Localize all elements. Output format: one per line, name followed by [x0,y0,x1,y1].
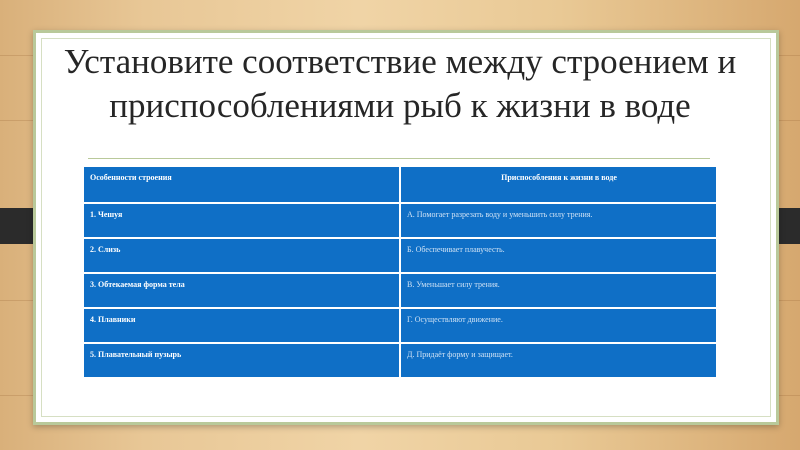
row-2-adaptation: Б. Обеспечивает плавучесть. [400,238,717,273]
table-row [83,203,717,238]
row-2-structure: 2. Слизь [83,238,400,273]
slide-title-line-1: Установите соответствие между строением и [63,42,737,81]
row-4-adaptation: Г. Осуществляют движение. [400,308,717,343]
title-divider [88,158,710,159]
row-3-adaptation: В. Уменьшает силу трения. [400,273,717,308]
matching-table [82,165,718,379]
table-row [83,308,717,343]
row-1-structure: 1. Чешуя [83,203,400,238]
header-structure-features: Особенности строения [83,166,400,203]
row-5-structure: 5. Плавательный пузырь [83,343,400,378]
table-row [83,273,717,308]
row-5-adaptation: Д. Придаёт форму и защищает. [400,343,717,378]
slide-title-line-2: приспособлениями рыб к жизни в воде [109,86,691,125]
row-3-structure: 3. Обтекаемая форма тела [83,273,400,308]
table-header-row [83,166,717,203]
slide-title [60,40,740,128]
header-adaptations: Приспособления к жизни в воде [400,166,717,203]
table-row [83,238,717,273]
row-1-adaptation: А. Помогает разрезать воду и уменьшить силу трения. [400,203,717,238]
row-4-structure: 4. Плавники [83,308,400,343]
table-row [83,343,717,378]
